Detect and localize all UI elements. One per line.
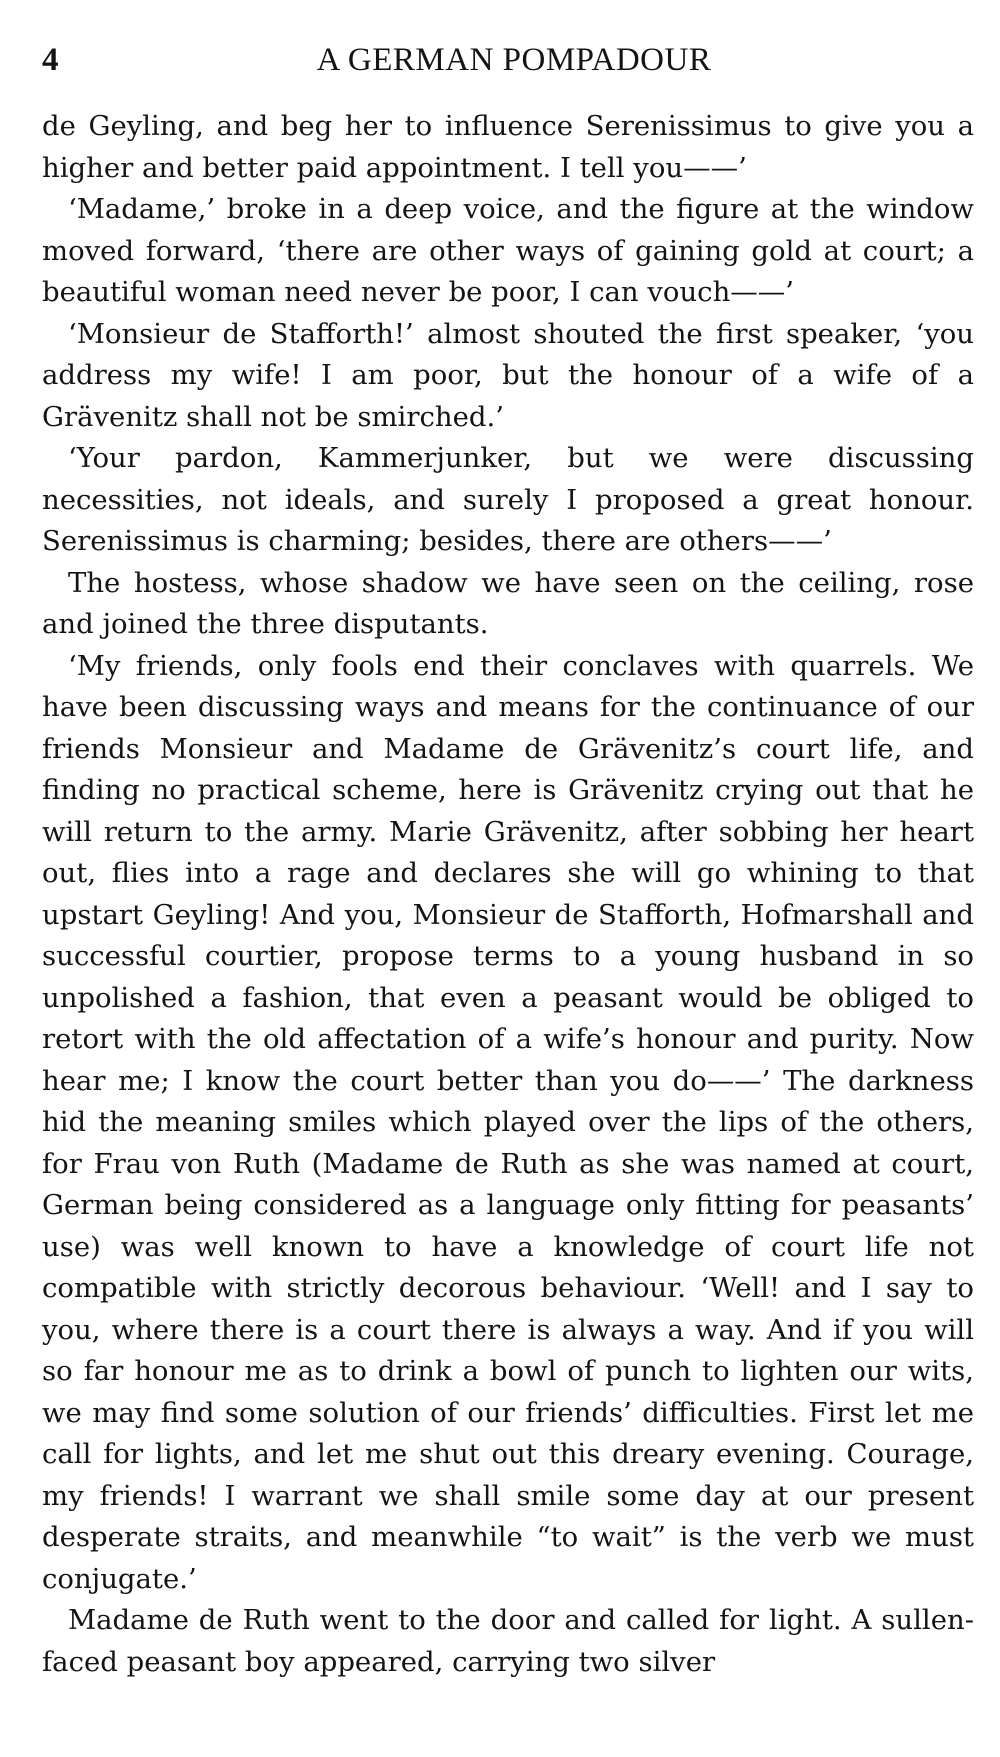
paragraph-madame-interjection: ‘Madame,’ broke in a deep voice, and the figure at the window moved forward, ‘there are other ways of gaining gold at court; a beautiful woman need never be poor, I can vouch——’ [42,193,974,308]
running-head [42,40,974,100]
body-text [42,106,974,1683]
running-title: A GERMAN POMPADOUR [316,42,712,78]
paragraph-hostess-rises: The hostess, whose shadow we have seen on the ceiling, rose and joined the three disputants. [42,566,974,640]
paragraph-stafforth-retort: ‘Monsieur de Stafforth!’ almost shouted the first speaker, ‘you address my wife! I am poor, but the honour of a wife of a Grävenitz shall not be smirched.’ [42,317,974,433]
paragraph-your-pardon: ‘Your pardon, Kammerjunker, but we were discussing necessities, not ideals, and surely I proposed a great honour. Serenissimus is charming; besides, there are others——’ [42,442,974,557]
book-page [42,40,974,1683]
page-number: 4 [42,42,59,78]
paragraph-madame-de-ruth: Madame de Ruth went to the door and called for light. A sullen-faced peasant boy appeared, carrying two silver [42,1604,974,1678]
paragraph-continuation: de Geyling, and beg her to influence Serenissimus to give you a higher and better paid appointment. I tell you——’ [42,110,974,184]
paragraph-hostess-speech: ‘My friends, only fools end their conclaves with quarrels. We have been discussing ways and means for the continuance of our friends Monsieur and Madame de Grävenitz’s court life, and finding no practical scheme, here is Grävenitz crying out that he will return to the army. Marie Grävenitz, after sobbing her heart out, flies into a rage and declares she will go whining to that upstart Geyling! And you, Monsieur de Stafforth, Hofmarshall and successful courtier, propose terms to a young husband in so unpolished a fashion, that even a peasant would be obliged to retort with the old affectation of a wife’s honour and purity. Now hear me; I know the court better than you do——’ The darkness hid the meaning smiles which played over the lips of the others, for Frau von Ruth (Madame de Ruth as she was named at court, German being considered as a language only fitting for peasants’ use) was well known to have a knowledge of court life not compatible with strictly decorous behaviour. ‘Well! and I say to you, where there is a court there is always a way. And if you will so far honour me as to drink a bowl of punch to lighten our wits, we may find some solution of our friends’ difficulties. First let me call for lights, and let me shut out this dreary evening. Courage, my friends! I warrant we shall smile some day at our present desperate straits, and meanwhile “to wait” is the verb we must conjugate.’ [42,649,974,1595]
